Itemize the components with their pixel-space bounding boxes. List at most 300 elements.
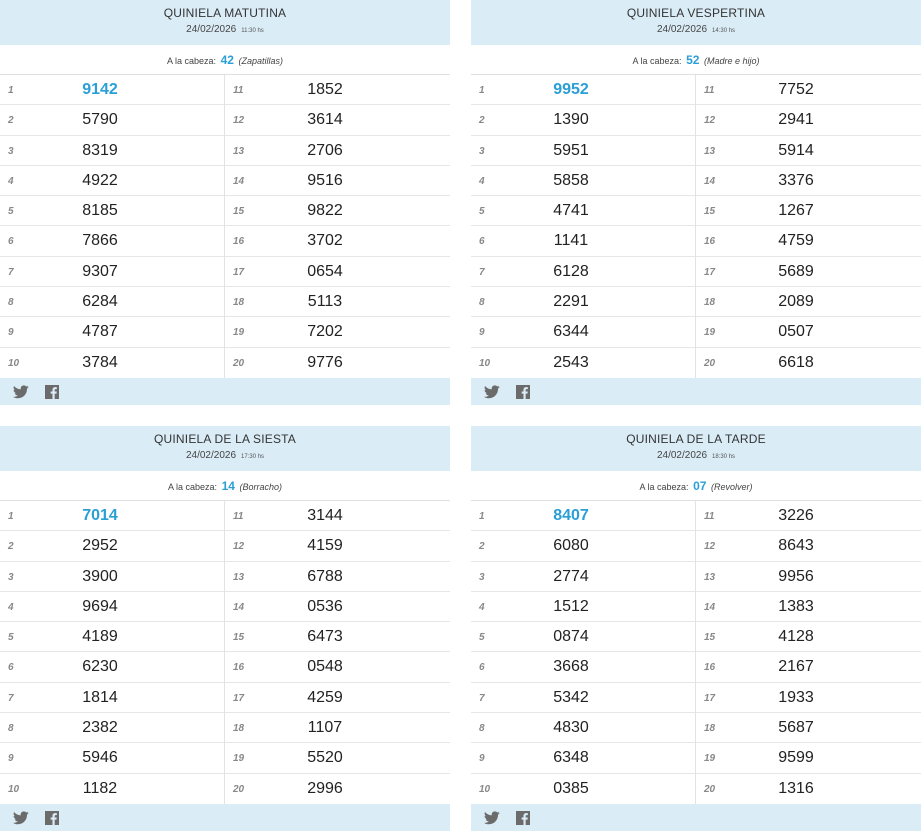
panel-quiniela-vespertina xyxy=(471,0,921,405)
result-row xyxy=(471,592,695,622)
result-row xyxy=(225,105,450,135)
result-position: 10 xyxy=(479,357,491,369)
result-position: 4 xyxy=(479,601,485,613)
result-row xyxy=(225,713,450,743)
draw-time: 14:30 hs xyxy=(712,28,736,34)
result-number: 9516 xyxy=(307,171,343,189)
result-position: 2 xyxy=(479,541,485,553)
result-row xyxy=(225,622,450,652)
panel-title: QUINIELA DE LA SIESTA xyxy=(153,432,297,446)
panel-footer xyxy=(0,804,450,831)
result-number: 4787 xyxy=(82,323,118,341)
result-number: 1933 xyxy=(778,688,814,706)
facebook-icon[interactable] xyxy=(515,811,531,825)
result-position: 13 xyxy=(233,145,245,157)
result-number: 4189 xyxy=(82,628,118,646)
result-number: 1182 xyxy=(82,779,118,797)
panel-title: QUINIELA MATUTINA xyxy=(163,6,287,20)
results-column-left xyxy=(471,75,696,378)
result-row xyxy=(471,317,695,347)
result-position: 9 xyxy=(479,327,485,339)
result-row xyxy=(696,75,921,105)
result-position: 11 xyxy=(233,85,244,96)
result-number: 2291 xyxy=(553,293,589,311)
result-row xyxy=(225,287,450,317)
result-row xyxy=(0,348,224,378)
result-position: 2 xyxy=(8,541,14,553)
result-number: 3614 xyxy=(307,111,343,129)
result-position: 8 xyxy=(479,723,485,735)
result-number: 5113 xyxy=(307,293,343,311)
result-row xyxy=(696,287,921,317)
result-number: 5951 xyxy=(553,141,589,159)
result-position: 10 xyxy=(8,357,20,369)
result-number: 0507 xyxy=(778,323,814,341)
result-row xyxy=(696,105,921,135)
result-number: 6788 xyxy=(307,567,343,585)
cabeza-line xyxy=(0,471,450,501)
result-number: 8319 xyxy=(82,141,118,159)
results-column-left xyxy=(0,75,225,378)
result-row xyxy=(696,226,921,256)
result-row xyxy=(696,622,921,652)
results-grid xyxy=(471,75,921,378)
result-row xyxy=(0,287,224,317)
result-position: 15 xyxy=(233,632,245,644)
result-row xyxy=(0,531,224,561)
cabeza-meaning: (Madre e hijo) xyxy=(703,56,760,66)
result-position: 14 xyxy=(233,175,245,187)
result-number: 1814 xyxy=(82,688,118,706)
twitter-icon[interactable] xyxy=(484,385,500,399)
result-row xyxy=(225,592,450,622)
result-number: 4259 xyxy=(307,688,343,706)
result-number: 9956 xyxy=(778,567,814,585)
result-position: 1 xyxy=(8,511,14,522)
result-position: 18 xyxy=(704,723,716,735)
result-row xyxy=(225,257,450,287)
panel-date xyxy=(471,24,921,37)
result-position: 13 xyxy=(704,571,716,583)
results-column-right xyxy=(225,501,450,804)
cabeza-label: A la cabeza: xyxy=(167,56,217,66)
result-position: 4 xyxy=(8,175,14,187)
result-position: 18 xyxy=(704,297,716,309)
result-row xyxy=(0,226,224,256)
cabeza-meaning: (Zapatillas) xyxy=(238,56,283,66)
cabeza-line xyxy=(471,45,921,75)
result-position: 9 xyxy=(8,327,14,339)
result-row xyxy=(471,531,695,561)
result-number: 1512 xyxy=(553,597,589,615)
twitter-icon[interactable] xyxy=(484,811,500,825)
result-position: 7 xyxy=(479,692,485,704)
result-number: 5790 xyxy=(82,111,118,129)
result-number: 1267 xyxy=(778,202,814,220)
result-position: 15 xyxy=(704,206,716,218)
result-position: 1 xyxy=(8,85,14,96)
result-row xyxy=(471,501,695,531)
result-number: 5689 xyxy=(778,262,814,280)
cabeza-number: 14 xyxy=(221,479,235,493)
result-row xyxy=(471,743,695,773)
result-number: 6284 xyxy=(82,293,118,311)
result-row xyxy=(225,652,450,682)
result-row xyxy=(225,774,450,804)
result-position: 7 xyxy=(8,692,14,704)
cabeza-number: 42 xyxy=(220,53,234,67)
cabeza-label: A la cabeza: xyxy=(639,482,689,492)
result-position: 5 xyxy=(479,206,485,218)
result-position: 20 xyxy=(233,783,245,795)
result-number: 1383 xyxy=(778,597,814,615)
result-position: 16 xyxy=(233,236,245,248)
result-row xyxy=(0,166,224,196)
result-row xyxy=(0,501,224,531)
draw-time: 17:30 hs xyxy=(241,454,265,460)
draw-time: 11:30 hs xyxy=(241,28,264,34)
result-row xyxy=(0,562,224,592)
result-row xyxy=(696,136,921,166)
result-position: 5 xyxy=(479,632,485,644)
cabeza-meaning: (Borracho) xyxy=(239,482,282,492)
result-number: 1852 xyxy=(307,81,343,98)
result-number: 8185 xyxy=(82,202,118,220)
draw-date: 24/02/2026 xyxy=(186,24,237,35)
result-row xyxy=(0,196,224,226)
cabeza-line xyxy=(471,471,921,501)
result-number: 2996 xyxy=(307,779,343,797)
result-number: 4759 xyxy=(778,232,814,250)
result-position: 15 xyxy=(704,632,716,644)
result-number: 0548 xyxy=(307,658,343,676)
result-number: 6128 xyxy=(553,262,589,280)
result-number: 2382 xyxy=(82,719,118,737)
result-position: 3 xyxy=(8,145,14,157)
result-number-cabeza: 9952 xyxy=(553,81,589,98)
result-row xyxy=(225,226,450,256)
result-number: 6348 xyxy=(553,749,589,767)
result-number: 6230 xyxy=(82,658,118,676)
result-row xyxy=(471,622,695,652)
result-row xyxy=(471,652,695,682)
result-number: 4830 xyxy=(553,719,589,737)
result-number: 5687 xyxy=(778,719,814,737)
result-position: 2 xyxy=(8,115,14,127)
result-row xyxy=(696,774,921,804)
result-number: 4159 xyxy=(307,537,343,555)
result-position: 11 xyxy=(704,511,715,522)
result-number: 6473 xyxy=(307,628,343,646)
result-number: 5342 xyxy=(553,688,589,706)
result-position: 19 xyxy=(704,753,716,765)
result-position: 12 xyxy=(704,115,716,127)
result-number: 5520 xyxy=(307,749,343,767)
result-number: 3900 xyxy=(82,567,118,585)
result-number: 3668 xyxy=(553,658,589,676)
facebook-icon[interactable] xyxy=(44,811,60,825)
result-row xyxy=(696,531,921,561)
result-row xyxy=(471,348,695,378)
result-number: 2706 xyxy=(307,141,343,159)
panel-header xyxy=(0,426,450,471)
result-number: 3376 xyxy=(778,171,814,189)
results-column-right xyxy=(225,75,450,378)
result-position: 20 xyxy=(704,357,716,369)
result-number: 9599 xyxy=(778,749,814,767)
result-position: 19 xyxy=(233,327,245,339)
result-number: 3784 xyxy=(82,353,118,371)
result-position: 11 xyxy=(233,511,244,522)
result-position: 11 xyxy=(704,85,715,96)
result-position: 17 xyxy=(233,266,245,278)
result-number: 0536 xyxy=(307,597,343,615)
result-row xyxy=(0,743,224,773)
result-row xyxy=(471,75,695,105)
result-row xyxy=(696,348,921,378)
result-position: 14 xyxy=(233,601,245,613)
panel-date xyxy=(0,24,450,37)
result-number: 2774 xyxy=(553,567,589,585)
result-position: 12 xyxy=(704,541,716,553)
result-number-cabeza: 8407 xyxy=(553,507,589,524)
panel-header xyxy=(471,0,921,45)
results-column-left xyxy=(471,501,696,804)
result-position: 9 xyxy=(8,753,14,765)
result-row xyxy=(0,257,224,287)
result-position: 5 xyxy=(8,206,14,218)
result-number: 5946 xyxy=(82,749,118,767)
result-number: 1107 xyxy=(307,719,343,737)
result-position: 19 xyxy=(233,753,245,765)
result-row xyxy=(471,713,695,743)
result-number: 3702 xyxy=(307,232,343,250)
results-grid xyxy=(471,501,921,804)
result-row xyxy=(696,592,921,622)
panel-header xyxy=(0,0,450,45)
result-row xyxy=(471,287,695,317)
result-row xyxy=(0,105,224,135)
result-number: 9822 xyxy=(307,202,343,220)
result-row xyxy=(225,531,450,561)
result-position: 10 xyxy=(8,783,20,795)
results-column-right xyxy=(696,75,921,378)
result-row xyxy=(696,683,921,713)
result-number: 2089 xyxy=(778,293,814,311)
result-row xyxy=(225,136,450,166)
result-row xyxy=(696,652,921,682)
panel-footer xyxy=(471,378,921,405)
result-number: 2167 xyxy=(778,658,814,676)
result-position: 2 xyxy=(479,115,485,127)
cabeza-label: A la cabeza: xyxy=(168,482,218,492)
result-position: 4 xyxy=(8,601,14,613)
result-number: 6344 xyxy=(553,323,589,341)
result-row xyxy=(0,622,224,652)
result-row xyxy=(225,317,450,347)
cabeza-number: 07 xyxy=(693,479,707,493)
panel-date xyxy=(471,450,921,463)
result-number: 3144 xyxy=(307,507,343,524)
cabeza-number: 52 xyxy=(686,53,700,67)
result-position: 14 xyxy=(704,175,716,187)
result-row xyxy=(225,683,450,713)
result-number: 1316 xyxy=(778,779,814,797)
result-position: 18 xyxy=(233,297,245,309)
result-row xyxy=(696,713,921,743)
result-row xyxy=(225,743,450,773)
result-position: 16 xyxy=(704,236,716,248)
result-row xyxy=(0,317,224,347)
cabeza-line xyxy=(0,45,450,75)
result-row xyxy=(696,317,921,347)
panel-footer xyxy=(471,804,921,831)
results-grid xyxy=(0,501,450,804)
result-row xyxy=(471,166,695,196)
facebook-icon[interactable] xyxy=(515,385,531,399)
panel-header xyxy=(471,426,921,471)
result-number: 4128 xyxy=(778,628,814,646)
result-position: 12 xyxy=(233,115,245,127)
panel-quiniela-matutina xyxy=(0,0,450,405)
result-row xyxy=(471,257,695,287)
result-position: 19 xyxy=(704,327,716,339)
results-column-right xyxy=(696,501,921,804)
result-row xyxy=(0,683,224,713)
result-number: 7202 xyxy=(307,323,343,341)
result-row xyxy=(0,713,224,743)
draw-date: 24/02/2026 xyxy=(185,450,237,461)
result-row xyxy=(471,196,695,226)
result-number: 2543 xyxy=(553,353,589,371)
result-position: 20 xyxy=(233,357,245,369)
panel-quiniela-siesta xyxy=(0,426,450,831)
result-row xyxy=(225,196,450,226)
result-position: 13 xyxy=(704,145,716,157)
result-number: 0874 xyxy=(553,628,589,646)
result-number: 7866 xyxy=(82,232,118,250)
result-position: 16 xyxy=(704,662,716,674)
result-position: 8 xyxy=(8,297,14,309)
result-number: 0385 xyxy=(553,779,589,797)
result-number-cabeza: 9142 xyxy=(82,81,118,98)
result-position: 6 xyxy=(8,662,14,674)
result-position: 13 xyxy=(233,571,245,583)
result-number: 5858 xyxy=(553,171,589,189)
result-position: 17 xyxy=(704,266,716,278)
draw-time: 18:30 hs xyxy=(712,454,736,460)
result-number: 6618 xyxy=(778,353,814,371)
result-number: 1141 xyxy=(553,232,589,250)
result-row xyxy=(0,592,224,622)
result-row xyxy=(696,743,921,773)
panel-date xyxy=(0,450,450,463)
result-row xyxy=(471,226,695,256)
result-number: 5914 xyxy=(778,141,814,159)
result-position: 6 xyxy=(479,236,485,248)
panel-footer xyxy=(0,378,450,405)
draw-date: 24/02/2026 xyxy=(656,450,708,461)
result-position: 17 xyxy=(704,692,716,704)
result-position: 3 xyxy=(479,145,485,157)
result-position: 1 xyxy=(479,511,485,522)
result-position: 7 xyxy=(479,266,485,278)
result-number: 4922 xyxy=(82,171,118,189)
result-row xyxy=(471,774,695,804)
result-position: 12 xyxy=(233,541,245,553)
result-row xyxy=(225,562,450,592)
result-position: 8 xyxy=(479,297,485,309)
result-number: 1390 xyxy=(553,111,589,129)
result-number: 9776 xyxy=(307,353,343,371)
panel-title: QUINIELA DE LA TARDE xyxy=(626,432,766,446)
result-position: 6 xyxy=(479,662,485,674)
result-position: 14 xyxy=(704,601,716,613)
result-position: 8 xyxy=(8,723,14,735)
result-row xyxy=(696,501,921,531)
result-row xyxy=(696,196,921,226)
result-position: 3 xyxy=(8,571,14,583)
results-grid xyxy=(0,75,450,378)
result-row xyxy=(0,774,224,804)
result-row xyxy=(471,562,695,592)
result-row xyxy=(225,501,450,531)
facebook-icon[interactable] xyxy=(44,385,60,399)
result-row xyxy=(0,75,224,105)
result-row xyxy=(0,136,224,166)
result-row xyxy=(0,652,224,682)
result-position: 16 xyxy=(233,662,245,674)
result-position: 18 xyxy=(233,723,245,735)
result-position: 10 xyxy=(479,783,491,795)
panel-title: QUINIELA VESPERTINA xyxy=(626,6,766,20)
result-number: 0654 xyxy=(307,262,343,280)
result-position: 15 xyxy=(233,206,245,218)
twitter-icon[interactable] xyxy=(13,385,29,399)
result-row xyxy=(471,136,695,166)
result-number: 2941 xyxy=(778,111,814,129)
result-number: 4741 xyxy=(553,202,589,220)
result-position: 6 xyxy=(8,236,14,248)
result-number: 6080 xyxy=(553,537,589,555)
result-number: 9307 xyxy=(82,262,118,280)
twitter-icon[interactable] xyxy=(13,811,29,825)
cabeza-meaning: (Revolver) xyxy=(710,482,753,492)
result-number: 9694 xyxy=(82,597,118,615)
result-position: 4 xyxy=(479,175,485,187)
result-row xyxy=(696,166,921,196)
panel-quiniela-tarde xyxy=(471,426,921,831)
result-row xyxy=(696,257,921,287)
result-position: 9 xyxy=(479,753,485,765)
result-position: 3 xyxy=(479,571,485,583)
result-row xyxy=(225,166,450,196)
cabeza-label: A la cabeza: xyxy=(632,56,682,66)
result-number: 8643 xyxy=(778,537,814,555)
result-position: 5 xyxy=(8,632,14,644)
result-row xyxy=(225,75,450,105)
result-position: 1 xyxy=(479,85,485,96)
result-position: 7 xyxy=(8,266,14,278)
result-row xyxy=(696,562,921,592)
results-column-left xyxy=(0,501,225,804)
result-number-cabeza: 7014 xyxy=(82,507,118,524)
result-row xyxy=(225,348,450,378)
result-row xyxy=(471,683,695,713)
result-position: 20 xyxy=(704,783,716,795)
result-row xyxy=(471,105,695,135)
result-position: 17 xyxy=(233,692,245,704)
